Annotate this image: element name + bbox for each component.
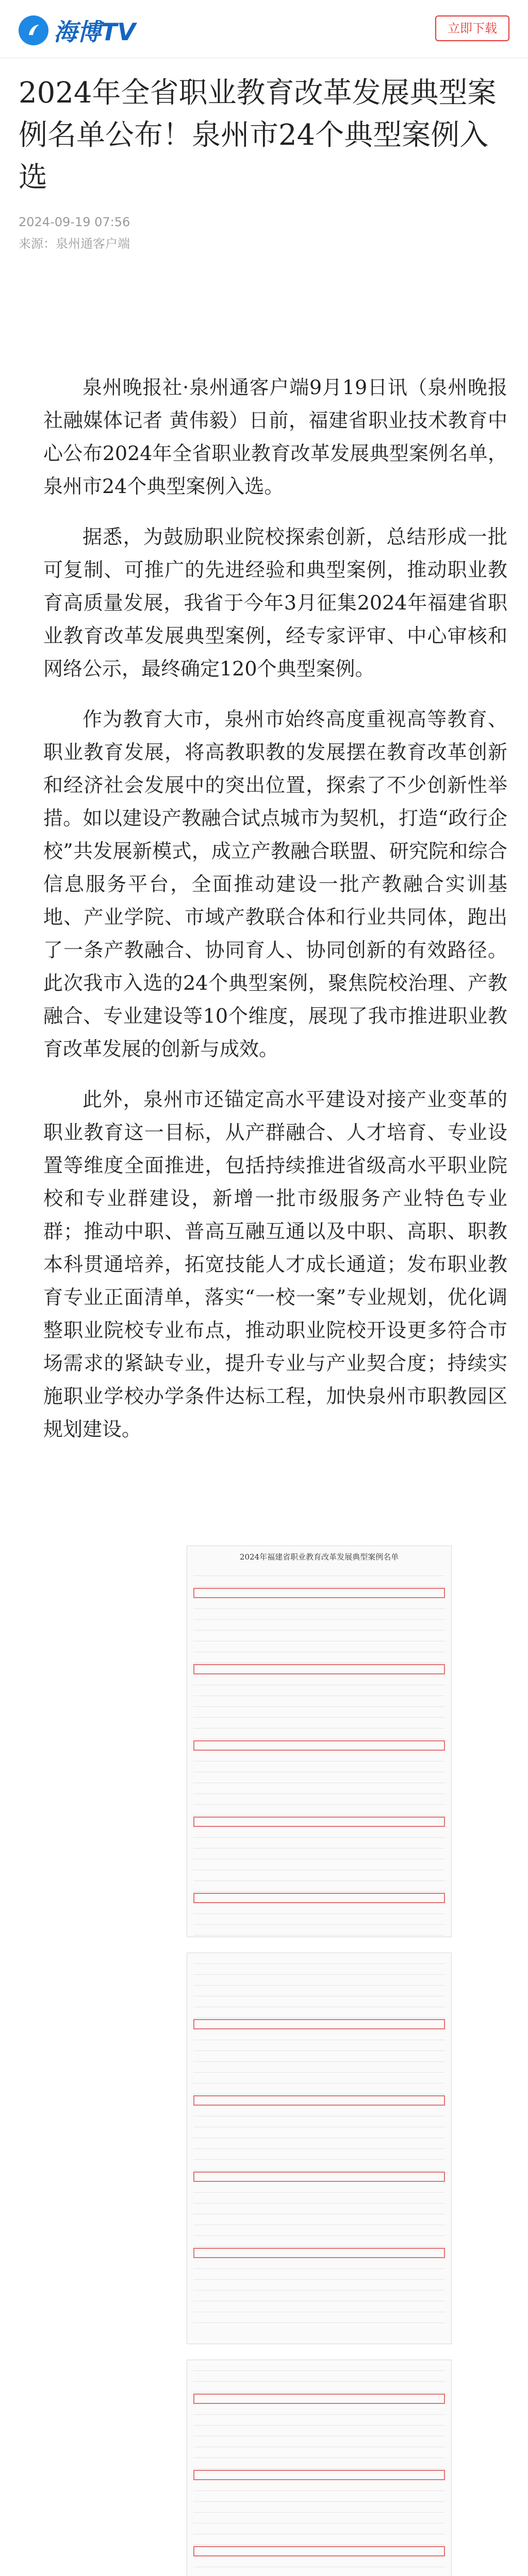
- case-list-row: [193, 1838, 445, 1849]
- case-list-row: [193, 1707, 445, 1718]
- case-list-row: [193, 2312, 445, 2323]
- case-list-row: [193, 2160, 445, 2171]
- case-list-row: [193, 2371, 445, 2382]
- case-list-row: [193, 2291, 445, 2301]
- case-list-row: [193, 2106, 445, 2116]
- case-list-row: [193, 1794, 445, 1805]
- case-list-row: [193, 1975, 445, 1986]
- case-list-image-1[interactable]: [187, 1546, 452, 1937]
- case-list-row: [193, 2182, 445, 2193]
- case-list-row: [193, 2470, 445, 2480]
- case-list-row: [193, 1588, 445, 1598]
- article-title: 2024年全省职业教育改革发展典型案例名单公布！泉州市24个典型案例入选: [19, 76, 497, 194]
- article-body: [43, 371, 507, 1463]
- top-app-bar: [0, 0, 528, 58]
- case-list-row: [193, 2394, 445, 2404]
- case-list-row: [193, 2204, 445, 2214]
- case-list-row: [193, 2083, 445, 2094]
- case-list-row: [193, 1870, 445, 1881]
- paragraph-4: 此外，泉州市还锚定高水平建设对接产业变革的职业教育这一目标，从产群融合、人才培育、专业设置等维度全面推进，包括持续推进省级高水平职业院校和专业群建设，新增一批市级服务产业特色专业群；推动中职、普高互融互通以及中职、高职、职教本科贯通培养，拓宽技能人才成长通道；发布职业教育专业正面清单，落实“一校一案”专业规划，优化调整职业院校专业布点，推动职业院校开设更多符合市场需求的紧缺专业，提升专业与产业契合度；持续实施职业学校办学条件达标工程，加快泉州市职教园区规划建设。: [43, 1088, 507, 1440]
- case-list-row: [193, 2360, 445, 2371]
- case-list-row: [193, 1685, 445, 1696]
- case-list-image-3[interactable]: [187, 2360, 452, 2576]
- case-list-row: [193, 2382, 445, 2393]
- case-list-row: [193, 1849, 445, 1859]
- case-list-row: [193, 2534, 445, 2545]
- case-list-row: [193, 1652, 445, 1663]
- paragraph-1: 泉州晚报社·泉州通客户端9月19日讯（泉州晚报社融媒体记者 黄伟毅）日前，福建省职业技术教育中心公布2024年全省职业教育改革发展典型案例名单，泉州市24个典型案例入选。: [43, 376, 507, 498]
- case-list-row: [193, 1783, 445, 1794]
- case-list-row: [193, 1964, 445, 1975]
- case-list-row: [193, 2447, 445, 2458]
- case-list-row: [193, 1996, 445, 2007]
- case-list-row: [193, 2248, 445, 2258]
- case-list-image-2[interactable]: [187, 1953, 452, 2344]
- case-list-row: [193, 2149, 445, 2160]
- case-list-row: [193, 1903, 445, 1914]
- case-list-row: [193, 2523, 445, 2534]
- case-list-row: [193, 1565, 445, 1576]
- case-list-row: [193, 1620, 445, 1631]
- case-list-row: [193, 1740, 445, 1751]
- case-list-row: [193, 2556, 445, 2567]
- case-list-row: [193, 1914, 445, 1925]
- case-list-row: [193, 1751, 445, 1761]
- case-list-row: [193, 2415, 445, 2426]
- case-list-row: [193, 2225, 445, 2236]
- case-list-row: [193, 2502, 445, 2513]
- case-list-row: [193, 1728, 445, 1739]
- case-list-row: [193, 2019, 445, 2029]
- case-list-row: [193, 2127, 445, 2138]
- case-list-caption: 2024年福建省职业教育改革发展典型案例名单: [239, 1552, 399, 1562]
- case-list-row: [193, 1598, 445, 1609]
- case-list-row: [193, 1953, 445, 1964]
- case-list-row: [193, 1827, 445, 1838]
- case-list-rows: [187, 2360, 451, 2576]
- case-list-row: [193, 2172, 445, 2182]
- case-list-row: [193, 1696, 445, 1707]
- case-list-row: [193, 2007, 445, 2018]
- case-list-row: [193, 2051, 445, 2062]
- case-list-row: [193, 2426, 445, 2436]
- case-list-row: [193, 2040, 445, 2051]
- case-list-row: [193, 1893, 445, 1903]
- case-list-rows: [187, 1565, 451, 1936]
- case-list-row: [193, 2214, 445, 2225]
- case-list-row: [193, 2073, 445, 2083]
- case-list-row: [193, 1664, 445, 1674]
- case-list-row: [193, 1817, 445, 1827]
- case-list-row: [193, 2491, 445, 2502]
- case-list-row: [193, 2546, 445, 2556]
- case-list-row: [193, 1881, 445, 1892]
- case-list-row: [193, 2513, 445, 2523]
- case-list-row: [193, 1761, 445, 1772]
- case-list-row: [193, 1674, 445, 1685]
- logo-icon: [19, 15, 48, 45]
- case-list-row: [193, 2095, 445, 2106]
- article-source: 来源：泉州通客户端: [19, 236, 130, 251]
- case-list-row: [193, 2116, 445, 2127]
- case-list-row: [193, 1772, 445, 1783]
- paragraph-2: 据悉，为鼓励职业院校探索创新，总结形成一批可复制、可推广的先进经验和典型案例，推动职业教育高质量发展，我省于今年3月征集2024年福建省职业教育改革发展典型案例，经专家评审、中心审核和网络公示，最终确定120个典型案例。: [43, 526, 507, 680]
- case-list-rows: [187, 1953, 451, 2323]
- case-list-row: [193, 2458, 445, 2469]
- article-header: [19, 72, 509, 255]
- publish-date: 2024-09-19 07:56: [19, 215, 130, 229]
- logo-text: 海博TV: [54, 18, 136, 46]
- case-list-row: [193, 1805, 445, 1816]
- case-list-row: [193, 2138, 445, 2149]
- case-list-row: [193, 1925, 445, 1936]
- paragraph-3: 作为教育大市，泉州市始终高度重视高等教育、职业教育发展，将高教职教的发展摆在教育改革创新和经济社会发展中的突出位置，探索了不少创新性举措。如以建设产教融合试点城市为契机，打造“政行企校”共发展新模式，成立产教融合联盟、研究院和综合信息服务平台，全面推动建设一批产教融合实训基地、产业学院、市域产教联合体和行业共同体，跑出了一条产教融合、协同育人、协同创新的有效路径。此次我市入选的24个典型案例，聚焦院校治理、产教融合、专业建设等10个维度，展现了我市推进职业教育改革发展的创新与成效。: [43, 708, 507, 1060]
- case-list-row: [193, 1631, 445, 1641]
- case-list-row: [193, 2567, 445, 2576]
- case-list-row: [193, 2480, 445, 2491]
- case-list-row: [193, 2280, 445, 2291]
- case-list-row: [193, 1718, 445, 1728]
- download-app-button[interactable]: 立即下载: [435, 15, 509, 41]
- case-list-row: [193, 1986, 445, 1996]
- case-list-row: [193, 2301, 445, 2312]
- case-list-row: [193, 1641, 445, 1652]
- case-list-row: [193, 2062, 445, 2073]
- app-logo[interactable]: [19, 13, 136, 47]
- case-list-row: [193, 2436, 445, 2447]
- case-list-row: [193, 2236, 445, 2247]
- case-list-row: [193, 1576, 445, 1587]
- case-list-row: [193, 2258, 445, 2269]
- case-list-row: [193, 1609, 445, 1620]
- case-list-row: [193, 1859, 445, 1870]
- case-list-row: [193, 2029, 445, 2040]
- case-list-row: [193, 2404, 445, 2415]
- case-list-row: [193, 2193, 445, 2204]
- case-list-row: [193, 2269, 445, 2280]
